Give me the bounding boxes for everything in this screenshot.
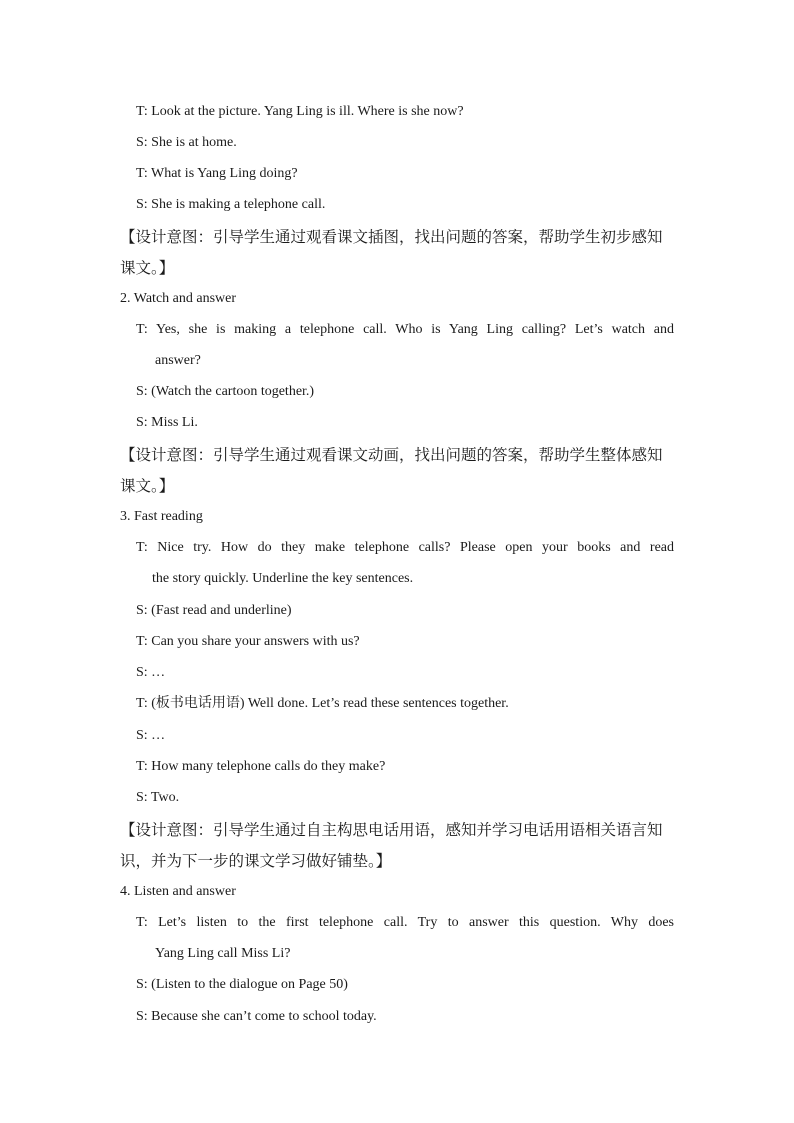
dialogue-line: T: Let’s listen to the first telephone call. Try to answer this question. Why does <box>136 915 674 930</box>
dialogue-line: T: Can you share your answers with us? <box>136 634 360 649</box>
dialogue-line: T: How many telephone calls do they make? <box>136 759 386 774</box>
dialogue-line: S: Two. <box>136 790 180 805</box>
dialogue-line: T: What is Yang Ling doing? <box>136 166 298 181</box>
dialogue-line: T: Look at the picture. Yang Ling is ill. Where is she now? <box>136 104 464 119</box>
dialogue-line: S: She is making a telephone call. <box>136 197 326 212</box>
dialogue-line: the story quickly. Underline the key sentences. <box>152 571 414 586</box>
dialogue-line: S: (Fast read and underline) <box>136 603 292 618</box>
section-heading: 2. Watch and answer <box>120 291 237 306</box>
dialogue-line: answer? <box>155 353 201 368</box>
dialogue-line: S: Because she can’t come to school today. <box>136 1009 377 1024</box>
design-intent-note: 【设计意图：引导学生通过观看课文插图，找出问题的答案，帮助学生初步感知课文。】 <box>120 228 663 277</box>
section-heading: 3. Fast reading <box>120 509 203 524</box>
dialogue-line: S: … <box>136 728 166 743</box>
dialogue-line: T: Yes, she is making a telephone call. Who is Yang Ling calling? Let’s watch and <box>136 322 674 337</box>
dialogue-line: S: She is at home. <box>136 135 237 150</box>
dialogue-line: T: (板书电话用语) Well done. Let’s read these sentences together. <box>136 696 509 711</box>
section-heading: 4. Listen and answer <box>120 884 236 899</box>
dialogue-line: Yang Ling call Miss Li? <box>155 946 291 961</box>
design-intent-note: 【设计意图：引导学生通过自主构思电话用语，感知并学习电话用语相关语言知识，并为下一步的课文学习做好铺垫。】 <box>120 821 663 870</box>
dialogue-line: S: Miss Li. <box>136 415 198 430</box>
design-intent-note: 【设计意图：引导学生通过观看课文动画，找出问题的答案，帮助学生整体感知课文。】 <box>120 446 663 495</box>
dialogue-line: S: … <box>136 665 166 680</box>
dialogue-line: S: (Listen to the dialogue on Page 50) <box>136 977 348 992</box>
dialogue-line: T: Nice try. How do they make telephone calls? Please open your books and read <box>136 540 674 555</box>
dialogue-line: S: (Watch the cartoon together.) <box>136 384 315 399</box>
